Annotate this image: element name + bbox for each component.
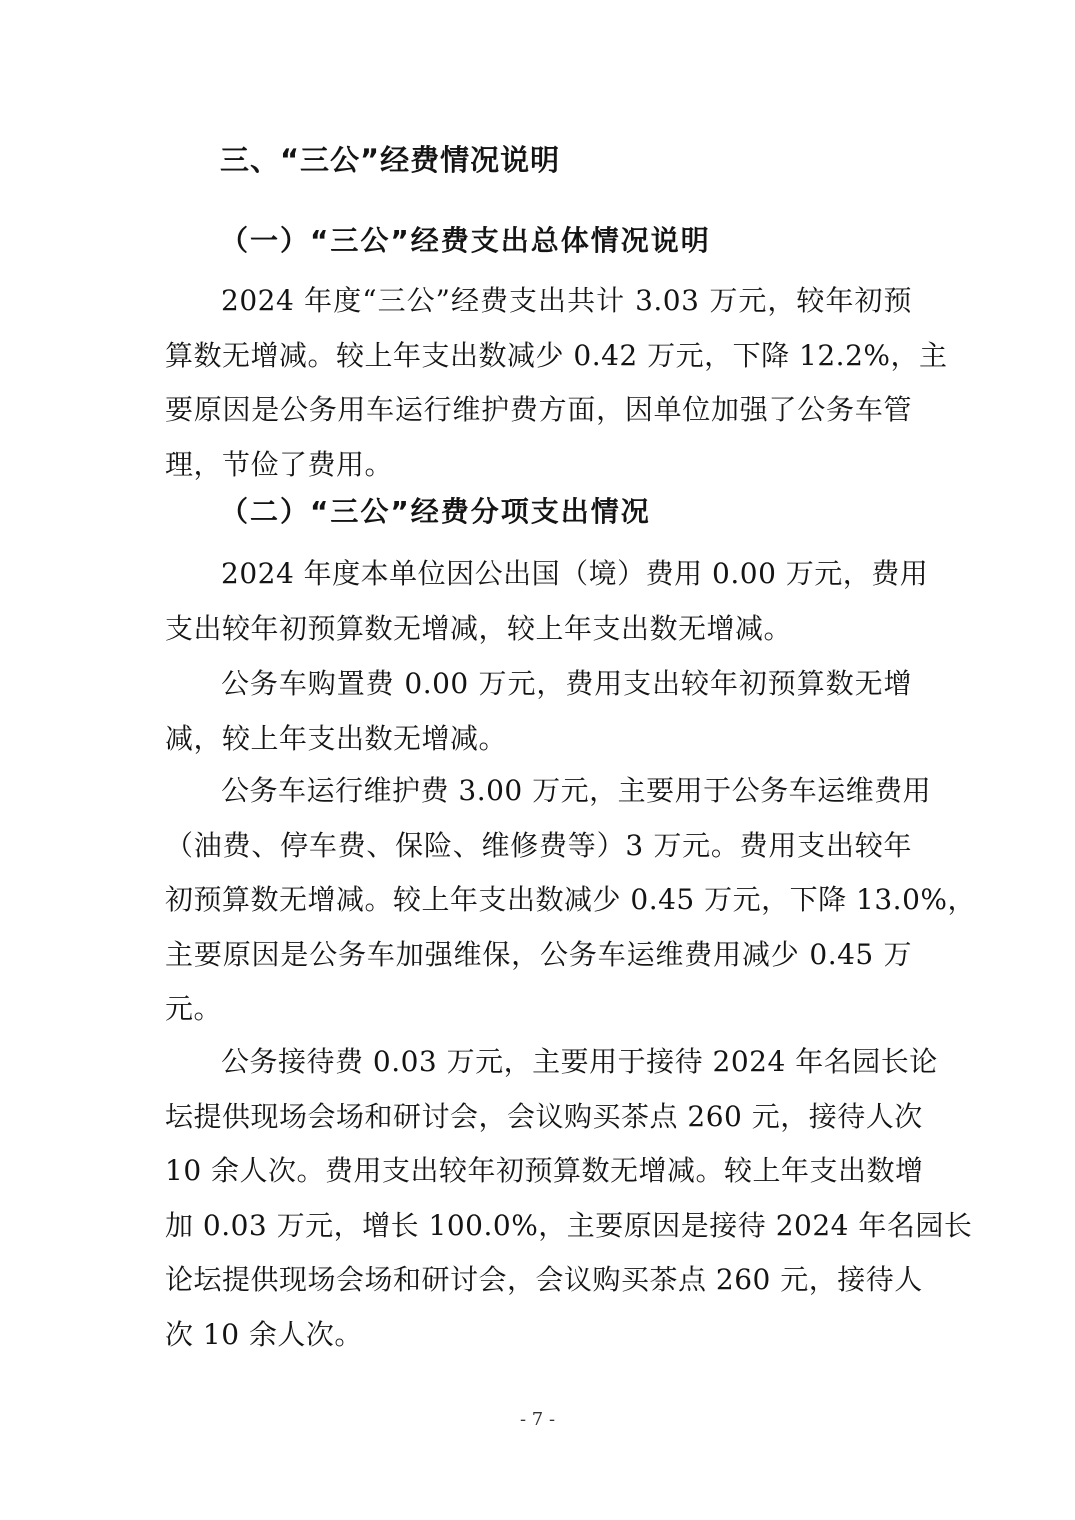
- text-line: 理，节俭了费用。: [165, 447, 394, 481]
- page-number: - 7 -: [519, 1409, 556, 1430]
- paragraph-vehicle-maintenance: [165, 764, 976, 1037]
- text-line: 算数无增减。较上年支出数减少 0.42 万元，下降 12.2%，主: [165, 338, 948, 372]
- text-line: 公务车运行维护费 3.00 万元，主要用于公务车运维费用: [221, 774, 932, 807]
- paragraph-reception: [165, 1035, 973, 1362]
- text-line: 公务接待费 0.03 万元，主要用于接待 2024 年名园长论: [221, 1045, 938, 1078]
- text-line: 支出较年初预算数无增减，较上年支出数无增减。: [165, 611, 793, 645]
- text-line: 减，较上年支出数无增减。: [165, 721, 508, 755]
- paragraph-overseas-travel: [165, 547, 929, 656]
- text-line: 公务车购置费 0.00 万元，费用支出较年初预算数无增: [221, 667, 912, 700]
- text-line: 主要原因是公务车加强维保，公务车运维费用减少 0.45 万: [165, 937, 912, 971]
- text-line: 要原因是公务用车运行维护费方面，因单位加强了公务车管: [165, 393, 912, 426]
- paragraph-overall-summary: [165, 274, 948, 492]
- text-line: （油费、停车费、保险、维修费等）3 万元。费用支出较年: [165, 828, 912, 862]
- text-line: 论坛提供现场会场和研讨会，会议购买茶点 260 元，接待人: [165, 1263, 923, 1296]
- subsection-title-overall: （一）“三公”经费支出总体情况说明: [220, 224, 711, 257]
- subsection-title-itemized: （二）“三公”经费分项支出情况: [220, 495, 651, 528]
- text-line: 加 0.03 万元，增长 100.0%，主要原因是接待 2024 年名园长: [165, 1208, 973, 1242]
- text-line: 2024 年度“三公”经费支出共计 3.03 万元，较年初预: [221, 284, 912, 317]
- text-line: 元。: [165, 992, 223, 1025]
- text-line: 坛提供现场会场和研讨会，会议购买茶点 260 元，接待人次: [165, 1099, 923, 1133]
- text-line: 次 10 余人次。: [165, 1317, 363, 1351]
- text-line: 初预算数无增减。较上年支出数减少 0.45 万元，下降 13.0%，: [165, 883, 976, 916]
- section-title: 三、“三公”经费情况说明: [220, 143, 561, 177]
- text-line: 10 余人次。费用支出较年初预算数无增减。较上年支出数增: [165, 1154, 924, 1187]
- text-line: 2024 年度本单位因公出国（境）费用 0.00 万元，费用: [221, 557, 929, 590]
- paragraph-vehicle-purchase: [165, 657, 912, 766]
